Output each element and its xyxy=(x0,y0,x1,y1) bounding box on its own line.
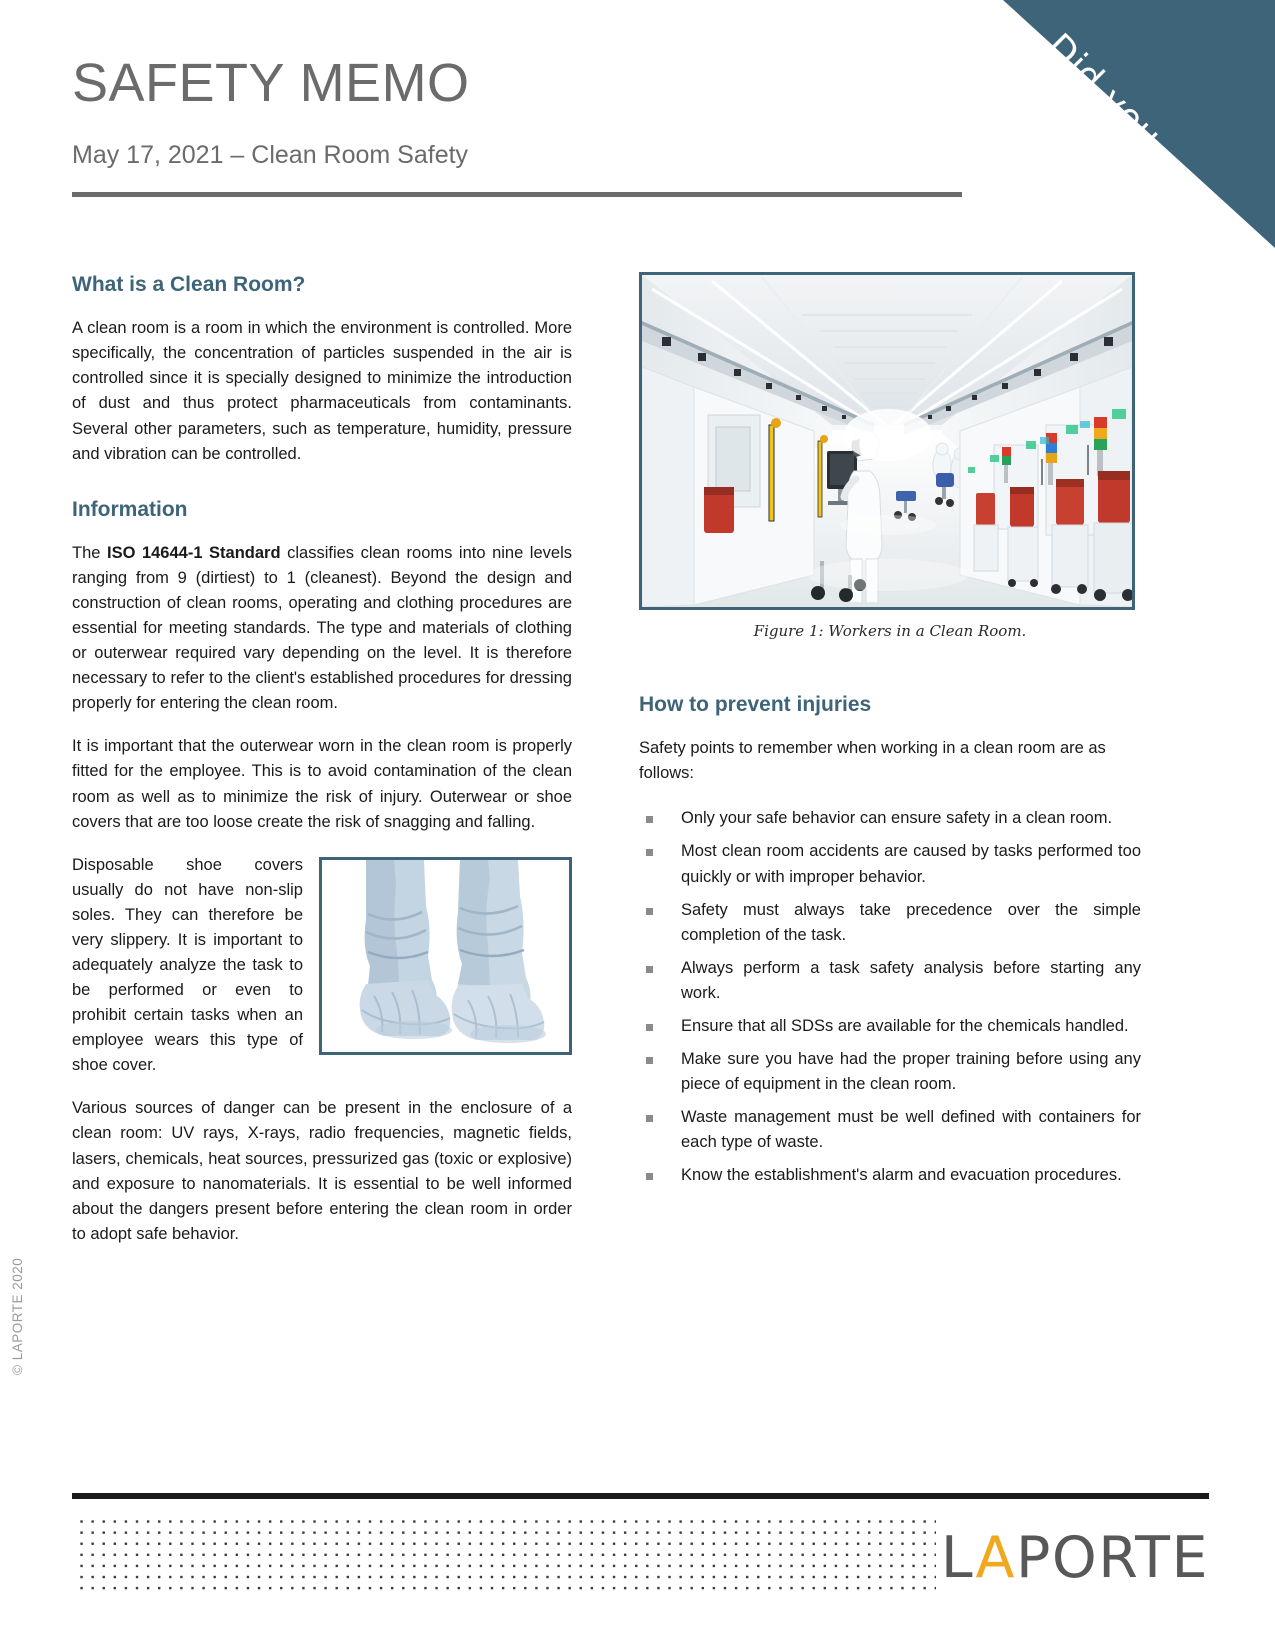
copyright-notice: © LAPORTE 2020 xyxy=(10,1257,25,1375)
footer-dot-pattern xyxy=(76,1516,936,1592)
list-item: Only your safe behavior can ensure safety in a clean room. xyxy=(639,806,1141,831)
list-item: Most clean room accidents are caused by tasks performed too quickly or with improper behavior. xyxy=(639,839,1141,889)
left-column xyxy=(72,272,572,1247)
clean-room-illustration xyxy=(642,275,1132,607)
list-item: Make sure you have had the proper training before using any piece of equipment in the clean room. xyxy=(639,1047,1141,1097)
list-item: Know the establishment's alarm and evacuation procedures. xyxy=(639,1163,1141,1188)
footer-divider xyxy=(72,1493,1209,1499)
logo-prefix: L xyxy=(940,1525,976,1591)
iso-standard-label: ISO 14644-1 Standard xyxy=(106,543,281,562)
clean-room-photo xyxy=(639,272,1135,610)
safety-points-list xyxy=(639,806,1141,1188)
list-item: Safety must always take precedence over the simple completion of the task. xyxy=(639,898,1141,948)
figure-caption: Figure 1: Workers in a Clean Room. xyxy=(753,622,1027,640)
paragraph-safety-points-intro: Safety points to remember when working in a clean room are as follows: xyxy=(639,739,1106,783)
section-heading-information: Information xyxy=(72,497,188,521)
iso-para-pre: The xyxy=(72,543,107,562)
laporte-logo xyxy=(940,1525,1209,1591)
paragraph-sources-of-danger: Various sources of danger can be present in the enclosure of a clean room: UV rays, X-rays, radio frequencies, magnetic fields, lasers, chemicals, heat sources, pressurized gas (toxic or explosive) and exposure to nanomaterials. It is essential to be well informed about the dangers present before entering the clean room in order to adopt safe behavior. xyxy=(72,1099,572,1243)
did-you-know-banner xyxy=(1003,0,1275,248)
banner-text: Did you know? xyxy=(1007,26,1170,170)
logo-accent-letter: A xyxy=(975,1525,1016,1591)
list-item: Waste management must be well defined with containers for each type of waste. xyxy=(639,1105,1141,1155)
document-header xyxy=(72,55,962,197)
paragraph-clean-room-definition: A clean room is a room in which the environment is controlled. More specifically, the concentration of particles suspended in the air is controlled since it is specially designed to minimize the introduction of dust and thus protect pharmaceuticals from contaminants. Several other parameters, such as temperature, humidity, pressure and vibration can be controlled. xyxy=(72,319,572,463)
header-divider xyxy=(72,192,962,197)
shoe-covers-illustration xyxy=(322,860,569,1052)
right-column xyxy=(639,272,1141,1196)
iso-para-post: classifies clean rooms into nine levels ranging from 9 (dirtiest) to 1 (cleanest). Beyond the design and construction of clean rooms, operating and clothing procedures are essential for meeting standards. The type and materials of clothing or outerwear required vary depending on the level. It is therefore necessary to refer to the client's established procedures for dressing properly for entering the clean room. xyxy=(72,543,572,713)
section-heading-how-to-prevent-injuries: How to prevent injuries xyxy=(639,693,872,716)
section-heading-what-is-a-clean-room: What is a Clean Room? xyxy=(72,273,306,296)
paragraph-outerwear-fit: It is important that the outerwear worn in the clean room is properly fitted for the employee. This is to avoid contamination of the clean room as well as to minimize the risk of injury. Outerwear or shoe covers that are too loose create the risk of snagging and falling. xyxy=(72,737,572,831)
logo-suffix: PORTE xyxy=(1015,1525,1209,1591)
shoe-covers-image xyxy=(319,857,572,1055)
list-item: Always perform a task safety analysis before starting any work. xyxy=(639,956,1141,1006)
page-title: SAFETY MEMO xyxy=(72,53,470,113)
list-item: Ensure that all SDSs are available for the chemicals handled. xyxy=(639,1014,1141,1039)
paragraph-iso-standard xyxy=(72,541,572,717)
paragraph-disposable-shoe-covers: Disposable shoe covers usually do not have non-slip soles. They can therefore be very slippery. It is important to adequately analyze the task to be performed or even to prohibit certain tasks when an employee wears this type of shoe cover. xyxy=(72,855,303,1075)
page-subtitle: May 17, 2021 – Clean Room Safety xyxy=(72,140,469,169)
